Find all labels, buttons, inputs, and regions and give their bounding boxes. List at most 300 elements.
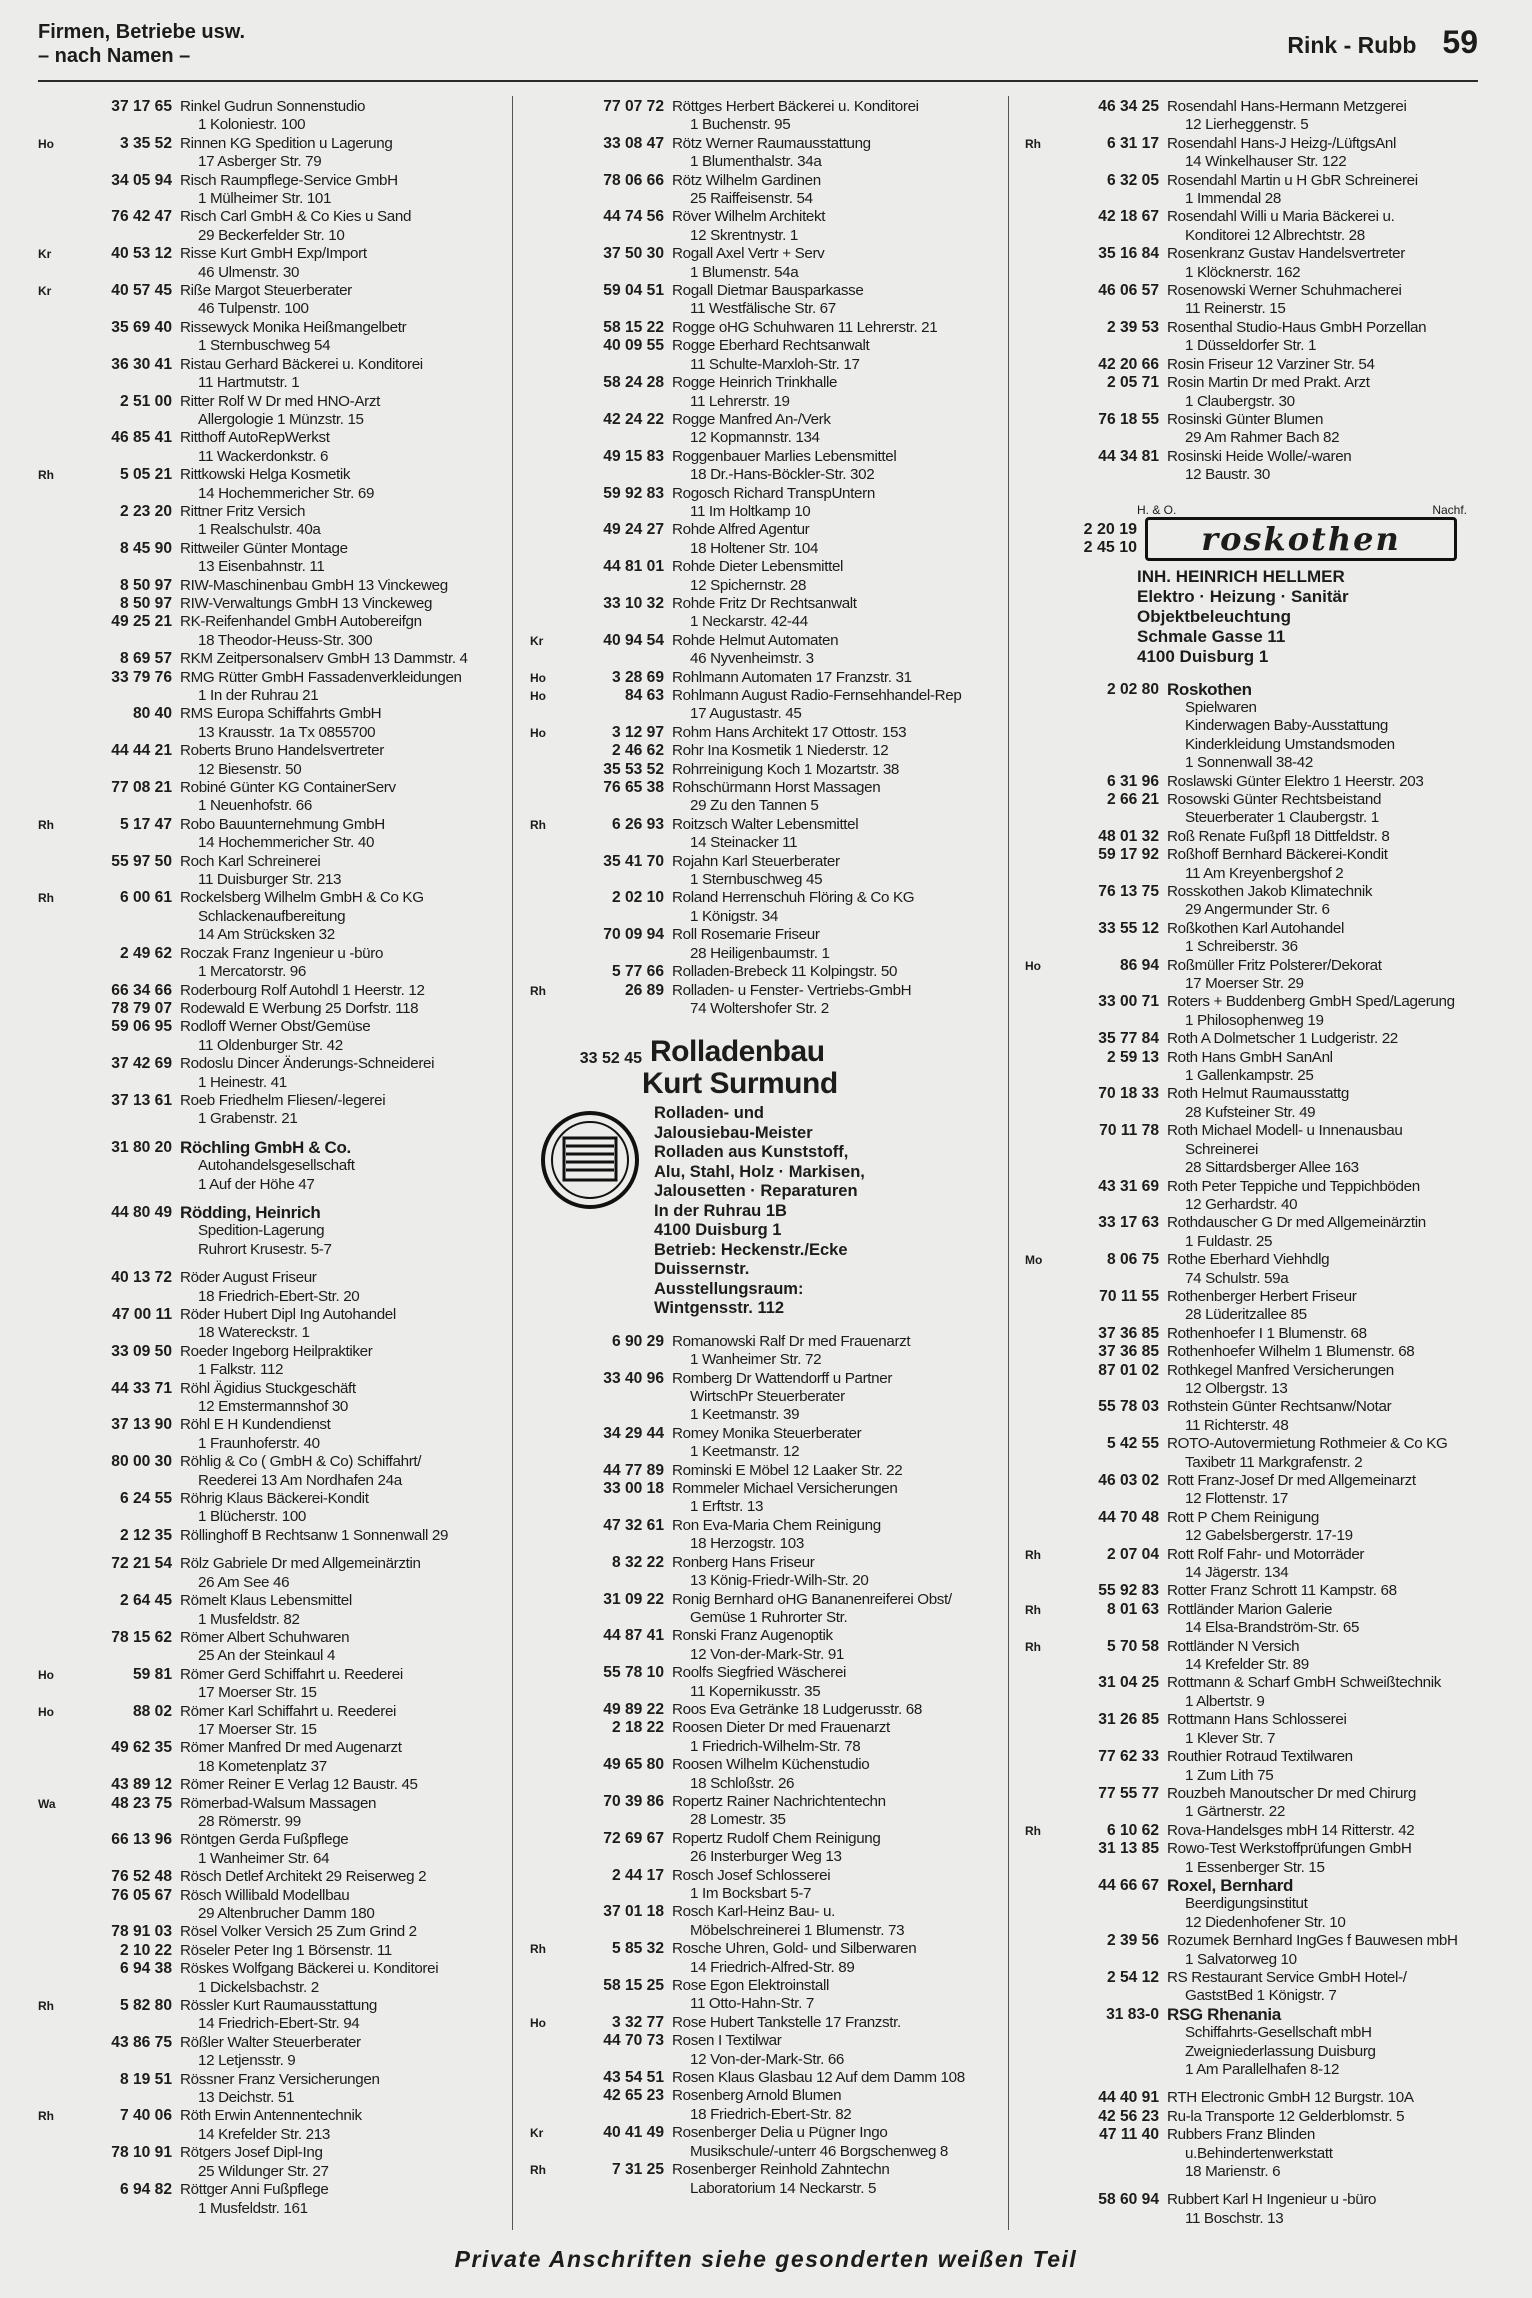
listing-name: Roslawski Günter Elektro 1 Heerstr. 203 [1167, 772, 1424, 790]
phone-number: 33 08 47 [603, 134, 664, 152]
listing-entry [1025, 1288, 1485, 1325]
roskothen-ad [1025, 503, 1485, 667]
district-code [38, 2181, 60, 2218]
listing-text [672, 1719, 990, 1756]
phone-number: 49 62 35 [111, 1739, 172, 1757]
district-code [38, 98, 60, 135]
listing-detail: 12 Flottenstr. 17 [1185, 1490, 1288, 1508]
listing-name: Robiné Günter KG ContainerServ [180, 779, 396, 797]
district-code [38, 1923, 60, 1941]
listing-text [672, 2087, 990, 2124]
listing-entry [38, 1997, 498, 2034]
district-code [38, 1000, 60, 1018]
listing-detail: 1 Keetmanstr. 39 [690, 1406, 800, 1424]
listing-entry [530, 1977, 990, 2014]
listing-detail: 1 Auf der Höhe 47 [198, 1175, 315, 1193]
district-code [530, 411, 552, 448]
listing-entry [1025, 993, 1485, 1030]
listing-name: Risch Raumpflege-Service GmbH [180, 171, 398, 189]
phone-number: 6 00 61 [119, 889, 172, 907]
ad-phone: 2 20 19 [1083, 520, 1137, 538]
phone-number: 7 31 25 [611, 2161, 664, 2179]
listing-text [180, 1887, 498, 1924]
listing-text [1167, 1822, 1485, 1840]
listing-name: Rosen Klaus Glasbau 12 Auf dem Damm 108 [672, 2069, 965, 2087]
phone-number: 70 39 86 [603, 1792, 664, 1810]
listing-entry [530, 1664, 990, 1701]
ad-title: Rolladenbau [650, 1035, 825, 1069]
listing-text [180, 779, 498, 816]
listing-detail: 29 Beckerfelder Str. 10 [198, 226, 345, 244]
listing-name: Römer Karl Schiffahrt u. Reederei [180, 1702, 397, 1720]
listing-name: RMS Europa Schiffahrts GmbH [180, 705, 382, 723]
district-code: Rh [530, 983, 546, 998]
district-code [38, 1343, 60, 1380]
listing-name: Römer Albert Schuhwaren [180, 1628, 350, 1646]
listing-detail: 17 Moerser Str. 15 [198, 1720, 317, 1738]
listing-name: Roll Rosemarie Friseur [672, 926, 820, 944]
listing-name: Rosin Martin Dr med Prakt. Arzt [1167, 374, 1370, 392]
listing-entry [1025, 1030, 1485, 1048]
listing-detail: GaststBed 1 Königstr. 7 [1185, 1987, 1337, 2005]
district-code [1025, 1509, 1047, 1546]
section-title-line2: – nach Namen – [38, 45, 191, 67]
listing-text [672, 485, 990, 522]
listing-entry [38, 705, 498, 742]
phone-number: 8 01 63 [1106, 1600, 1159, 1618]
phone-number: 31 80 20 [111, 1138, 172, 1156]
phone-number: 77 62 33 [1098, 1748, 1159, 1766]
district-code [1025, 208, 1047, 245]
phone-number: 31 83-0 [1106, 2005, 1159, 2023]
listing-detail: WirtschPr Steuerberater [690, 1388, 845, 1406]
header-right [1287, 24, 1478, 61]
district-code: Kr [38, 284, 52, 299]
listing-name: Rössner Franz Versicherungen [180, 2070, 380, 2088]
phone-number: 42 18 67 [1098, 208, 1159, 226]
listing-detail: 1 Blumenstr. 54a [690, 263, 799, 281]
phone-number: 40 94 54 [603, 631, 664, 649]
section-title-line1: Firmen, Betriebe usw. [38, 21, 246, 43]
district-code [530, 448, 552, 485]
phone-number: 2 64 45 [119, 1592, 172, 1610]
listing-text [1167, 1711, 1485, 1748]
listing-text [180, 705, 498, 742]
district-code [530, 1627, 552, 1664]
listing-detail: 1 Salvatorweg 10 [1185, 1950, 1297, 1968]
phone-number: 2 39 53 [1106, 318, 1159, 336]
district-code [38, 1960, 60, 1997]
district-code [38, 2071, 60, 2108]
listing-text [1167, 98, 1485, 135]
phone-number: 8 19 51 [119, 2070, 172, 2088]
listing-text [180, 577, 498, 595]
listing-detail: Ruhrort Krusestr. 5-7 [198, 1240, 332, 1258]
listing-entry [530, 2014, 990, 2032]
listing-text [672, 558, 990, 595]
listing-entry [38, 1795, 498, 1832]
phone-number: 80 00 30 [111, 1453, 172, 1471]
listing-text [1167, 282, 1485, 319]
listing-detail: 18 Friedrich-Ebert-Str. 82 [690, 2105, 852, 2123]
listing-text [1167, 1877, 1485, 1932]
district-code [38, 172, 60, 209]
listing-text [1167, 2108, 1485, 2126]
listing-detail: 17 Moerser Str. 15 [198, 1684, 317, 1702]
phone-number: 46 06 57 [1098, 282, 1159, 300]
listing-detail: 1 Neckarstr. 42-44 [690, 613, 808, 631]
listing-text [1167, 1472, 1485, 1509]
listing-name: Roters + Buddenberg GmbH Sped/Lagerung [1167, 993, 1455, 1011]
listing-entry [1025, 135, 1485, 172]
listing-detail: 12 Diedenhofener Str. 10 [1185, 1913, 1346, 1931]
listing-text [180, 393, 498, 430]
page-number: 59 [1442, 24, 1478, 60]
listing-entry [1025, 1822, 1485, 1840]
ad-line: 4100 Duisburg 1 [654, 1221, 782, 1240]
listing-name: Röskes Wolfgang Bäckerei u. Konditorei [180, 1960, 439, 1978]
listing-entry [38, 356, 498, 393]
listing-name: RKM Zeitpersonalserv GmbH 13 Dammstr. 4 [180, 650, 468, 668]
listing-text [1167, 448, 1485, 485]
listing-text [1167, 1122, 1485, 1177]
district-code: Rh [38, 2109, 54, 2124]
roskothen-logo: roskothen [1145, 517, 1457, 561]
phone-number: 5 42 55 [1106, 1435, 1159, 1453]
phone-number: 6 32 05 [1106, 171, 1159, 189]
listing-name: Rogge Heinrich Trinkhalle [672, 374, 838, 392]
listing-detail: 12 Von-der-Mark-Str. 91 [690, 1645, 845, 1663]
listing-entry [1025, 1251, 1485, 1288]
listing-detail: u.Behindertenwerkstatt [1185, 2144, 1333, 2162]
ad-line: In der Ruhrau 1B [654, 1201, 787, 1220]
listing-text [1167, 245, 1485, 282]
listing-text [180, 889, 498, 944]
listing-name: Röttger Anni Fußpflege [180, 2181, 329, 2199]
listing-text [180, 1527, 498, 1545]
listing-entry [38, 1776, 498, 1794]
listing-entry [1025, 2108, 1485, 2126]
district-code [1025, 681, 1047, 773]
rolladenbau-ad-header [530, 1036, 990, 1068]
district-code: Mo [1025, 1253, 1043, 1268]
listing-name: Roland Herrenschuh Flöring & Co KG [672, 889, 915, 907]
listing-text [1167, 1049, 1485, 1086]
phone-number: 5 17 47 [119, 815, 172, 833]
listing-text [672, 816, 990, 853]
listing-text [180, 540, 498, 577]
listing-text [180, 1018, 498, 1055]
ad-line: Elektro · Heizung · Sanitär [1137, 586, 1349, 606]
listing-text [1167, 374, 1485, 411]
listing-name: Röder August Friseur [180, 1269, 317, 1287]
listing-detail: 1 Erftstr. 13 [690, 1498, 764, 1516]
district-code [38, 1831, 60, 1868]
listing-name: Rogge Manfred An-/Verk [672, 410, 831, 428]
ad-line: Rolladen aus Kunststoff, [654, 1143, 849, 1162]
listing-name: Roos Eva Getränke 18 Ludgerusstr. 68 [672, 1700, 922, 1718]
listing-entry [530, 1756, 990, 1793]
district-code [530, 779, 552, 816]
listing-name: Rogall Axel Vertr + Serv [672, 245, 825, 263]
listing-text [1167, 957, 1485, 994]
listing-entry [38, 1960, 498, 1997]
phone-number: 59 81 [132, 1665, 172, 1683]
listing-name: Rittner Fritz Versich [180, 502, 306, 520]
column-1 [38, 98, 498, 2230]
listing-entry [530, 1719, 990, 1756]
listing-name: Roth Michael Modell- u Innenausbau [1167, 1122, 1403, 1140]
listing-detail: 1 Königstr. 34 [690, 907, 778, 925]
listing-entry [1025, 1398, 1485, 1435]
district-code [1025, 1435, 1047, 1472]
phone-number: 6 90 29 [611, 1332, 664, 1350]
district-code [1025, 1398, 1047, 1435]
listing-text [1167, 1785, 1485, 1822]
ad-text [654, 1104, 865, 1319]
phone-number: 37 13 61 [111, 1091, 172, 1109]
phone-number: 86 94 [1119, 956, 1159, 974]
district-code [1025, 1362, 1047, 1399]
listing-name: Roth A Dolmetscher 1 Ludgeristr. 22 [1167, 1030, 1398, 1048]
listing-detail: 1 Sternbuschweg 45 [690, 871, 823, 889]
listing-detail: Taxibetr 11 Markgrafenstr. 2 [1185, 1453, 1363, 1471]
listing-name: Ronski Franz Augenoptik [672, 1627, 833, 1645]
listing-name: Rohde Helmut Automaten [672, 631, 839, 649]
ad-successor-suffix: Nachf. [1432, 502, 1467, 517]
listing-entry [38, 2034, 498, 2071]
phone-number: 87 01 02 [1098, 1361, 1159, 1379]
listing-name: Rothe Eberhard Viehhdlg [1167, 1251, 1330, 1269]
district-code [38, 429, 60, 466]
district-code [38, 650, 60, 668]
listing-entry [1025, 1085, 1485, 1122]
district-code [38, 669, 60, 706]
listing-name: Rosin Friseur 12 Varziner Str. 54 [1167, 355, 1375, 373]
listing-detail: 11 Schulte-Marxloh-Str. 17 [690, 355, 860, 373]
listing-name: Rosinski Günter Blumen [1167, 410, 1324, 428]
listing-detail: 1 Musfeldstr. 161 [198, 2199, 308, 2217]
phone-number: 76 42 47 [111, 208, 172, 226]
phone-number: 44 70 73 [603, 2032, 664, 2050]
listing-detail: 11 Duisburger Str. 213 [198, 871, 342, 889]
listing-entry [1025, 245, 1485, 282]
listing-name: Roitzsch Walter Lebensmittel [672, 815, 859, 833]
listing-detail: 1 Realschulstr. 40a [198, 521, 321, 539]
phone-number: 2 02 80 [1106, 680, 1159, 698]
phone-number: 37 36 85 [1098, 1324, 1159, 1342]
phone-number: 33 17 63 [1098, 1214, 1159, 1232]
listing-text [180, 503, 498, 540]
listing-entry [530, 319, 990, 337]
listing-text [180, 245, 498, 282]
listing-name: Röhl E H Kundendienst [180, 1416, 331, 1434]
phone-number: 59 06 95 [111, 1018, 172, 1036]
listing-entry [1025, 1711, 1485, 1748]
phone-number: 48 23 75 [111, 1794, 172, 1812]
listing-name: Rohlmann August Radio-Fernsehhandel-Rep [672, 687, 962, 704]
listing-entry [1025, 448, 1485, 485]
listing-text [672, 1370, 990, 1425]
district-code: Rh [1025, 1547, 1041, 1562]
district-code [530, 135, 552, 172]
phone-number: 2 51 00 [119, 392, 172, 410]
listing-detail: 11 Otto-Hahn-Str. 7 [690, 1995, 814, 2013]
listing-name: Rothenberger Herbert Friseur [1167, 1287, 1357, 1305]
phone-number: 2 23 20 [119, 502, 172, 520]
district-code [530, 1903, 552, 1940]
roskothen-ad-row [1025, 517, 1485, 561]
district-code [530, 595, 552, 632]
listing-text [1167, 828, 1485, 846]
phone-number: 2 66 21 [1106, 790, 1159, 808]
listing-name: Röttges Herbert Bäckerei u. Konditorei [672, 98, 919, 115]
phone-number: 2 49 62 [119, 944, 172, 962]
listing-name: Rosen I Textilwar [672, 2032, 782, 2050]
district-code [530, 1480, 552, 1517]
listing-name: Rosendahl Martin u H GbR Schreinerei [1167, 171, 1418, 189]
district-code [1025, 374, 1047, 411]
district-code [38, 779, 60, 816]
listing-entry [38, 1703, 498, 1740]
phone-number: 37 50 30 [603, 245, 664, 263]
phone-number: 3 32 77 [611, 2013, 664, 2031]
listing-detail: Musikschule/-unterr 46 Borgschenweg 8 [690, 2142, 949, 2160]
listing-detail: 26 Insterburger Weg 13 [690, 1848, 842, 1866]
phone-number: 76 18 55 [1098, 410, 1159, 428]
listing-detail: 18 Holtener Str. 104 [690, 539, 819, 557]
ad-phones [1025, 521, 1145, 557]
district-code: Rh [530, 2163, 546, 2178]
listing-text [180, 1960, 498, 1997]
listing-entry [530, 1370, 990, 1425]
listing-detail: 14 Krefelder Str. 213 [198, 2125, 330, 2143]
phone-number: 31 26 85 [1098, 1711, 1159, 1729]
listing-entry [38, 540, 498, 577]
district-code [38, 705, 60, 742]
listing-detail: 25 Raiffeisenstr. 54 [690, 190, 813, 208]
district-code [530, 1793, 552, 1830]
listing-entry [530, 135, 990, 172]
listing-entry [38, 982, 498, 1000]
phone-number: 44 87 41 [603, 1627, 664, 1645]
district-code [530, 889, 552, 926]
listing-text [180, 1942, 498, 1960]
listing-detail: 1 Gallenkampstr. 25 [1185, 1067, 1314, 1085]
phone-number: 76 13 75 [1098, 883, 1159, 900]
listing-name: Rosenberg Arnold Blumen [672, 2087, 842, 2105]
listing-detail: 1 Koloniestr. 100 [198, 116, 306, 134]
listing-name: Rogge Eberhard Rechtsanwalt [672, 337, 870, 355]
phone-number: 42 65 23 [603, 2087, 664, 2105]
ad-line: INH. HEINRICH HELLMER [1137, 566, 1345, 586]
listing-entry [38, 1204, 498, 1259]
district-code [1025, 2006, 1047, 2080]
listing-detail: 12 Skrentnystr. 1 [690, 226, 799, 244]
listing-text [180, 1923, 498, 1941]
listing-text [1167, 208, 1485, 245]
listing-text [1167, 172, 1485, 209]
column-divider [512, 96, 513, 2230]
listing-detail: Konditorei 12 Albrechtstr. 28 [1185, 226, 1365, 244]
listing-name: Rohschürmann Horst Massagen [672, 779, 881, 797]
phone-number: 40 09 55 [603, 337, 664, 355]
listing-name: Rösel Volker Versich 25 Zum Grind 2 [180, 1923, 417, 1941]
listing-name: Rösch Willibald Modellbau [180, 1886, 350, 1904]
district-code [1025, 1122, 1047, 1177]
listing-text [1167, 1582, 1485, 1600]
listing-name: Roth Peter Teppiche und Teppichböden [1167, 1177, 1420, 1195]
listing-detail: 74 Woltershofer Str. 2 [690, 999, 829, 1017]
listing-detail: Schiffahrts-Gesellschaft mbH [1185, 2024, 1372, 2042]
listing-entry [38, 1139, 498, 1194]
listing-entry [38, 98, 498, 135]
phone-number: 2 18 22 [611, 1719, 664, 1737]
listing-text [180, 669, 498, 706]
district-code [1025, 1178, 1047, 1215]
listing-detail: 11 Richterstr. 48 [1185, 1416, 1289, 1434]
listing-detail: Beerdigungsinstitut [1185, 1895, 1308, 1913]
listing-name: Rothenhoefer I 1 Blumenstr. 68 [1167, 1324, 1367, 1342]
district-code: Kr [530, 2126, 544, 2141]
phone-number: 59 17 92 [1098, 846, 1159, 864]
listing-name: Roskothen [1167, 680, 1252, 699]
phone-number: 49 65 80 [603, 1756, 664, 1774]
listing-detail: 29 Angermunder Str. 6 [1185, 901, 1330, 919]
district-code [530, 558, 552, 595]
listing-name: Rohrreinigung Koch 1 Mozartstr. 38 [672, 760, 900, 778]
listing-text [672, 1517, 990, 1554]
listing-text [1167, 1030, 1485, 1048]
listing-detail: 12 Biesenstr. 50 [198, 760, 302, 778]
listing-name: Rosch Josef Schlosserei [672, 1866, 831, 1884]
district-code [530, 1517, 552, 1554]
listing-entry [530, 448, 990, 485]
listing-entry [38, 1453, 498, 1490]
listing-detail: Möbelschreinerei 1 Blumenstr. 73 [690, 1921, 905, 1939]
listing-detail: Spielwaren [1185, 698, 1257, 716]
listing-entry [530, 779, 990, 816]
listing-detail: 25 An der Steinkaul 4 [198, 1647, 336, 1665]
district-code [530, 1425, 552, 1462]
listing-entry [38, 742, 498, 779]
phone-number: 77 55 77 [1098, 1784, 1159, 1802]
listing-entry [530, 761, 990, 779]
listing-text [672, 245, 990, 282]
listing-entry [38, 1923, 498, 1941]
listing-entry [530, 2069, 990, 2087]
listing-name: Röver Wilhelm Architekt [672, 208, 826, 226]
listing-name: Ristau Gerhard Bäckerei u. Konditorei [180, 355, 423, 373]
header-rule [38, 80, 1478, 82]
listing-entry [530, 1940, 990, 1977]
listing-name: Roßhoff Bernhard Bäckerei-Kondit [1167, 846, 1388, 864]
phone-number: 37 42 69 [111, 1055, 172, 1073]
listing-name: Rinkel Gudrun Sonnenstudio [180, 98, 366, 115]
listing-entry [530, 742, 990, 760]
phone-number: 2 07 04 [1106, 1545, 1159, 1563]
listing-entry [530, 724, 990, 742]
listing-detail: 12 Von-der-Mark-Str. 66 [690, 2050, 845, 2068]
listing-detail: 1 Dickelsbachstr. 2 [198, 1978, 319, 1996]
listing-detail: 17 Augustastr. 45 [690, 705, 802, 723]
listing-detail: Allergologie 1 Münzstr. 15 [198, 410, 364, 428]
phone-number: 46 03 02 [1098, 1472, 1159, 1489]
listing-detail: 12 Baustr. 30 [1185, 466, 1270, 484]
district-code [38, 393, 60, 430]
phone-number: 2 46 62 [611, 742, 664, 760]
phone-number: 46 34 25 [1098, 98, 1159, 115]
